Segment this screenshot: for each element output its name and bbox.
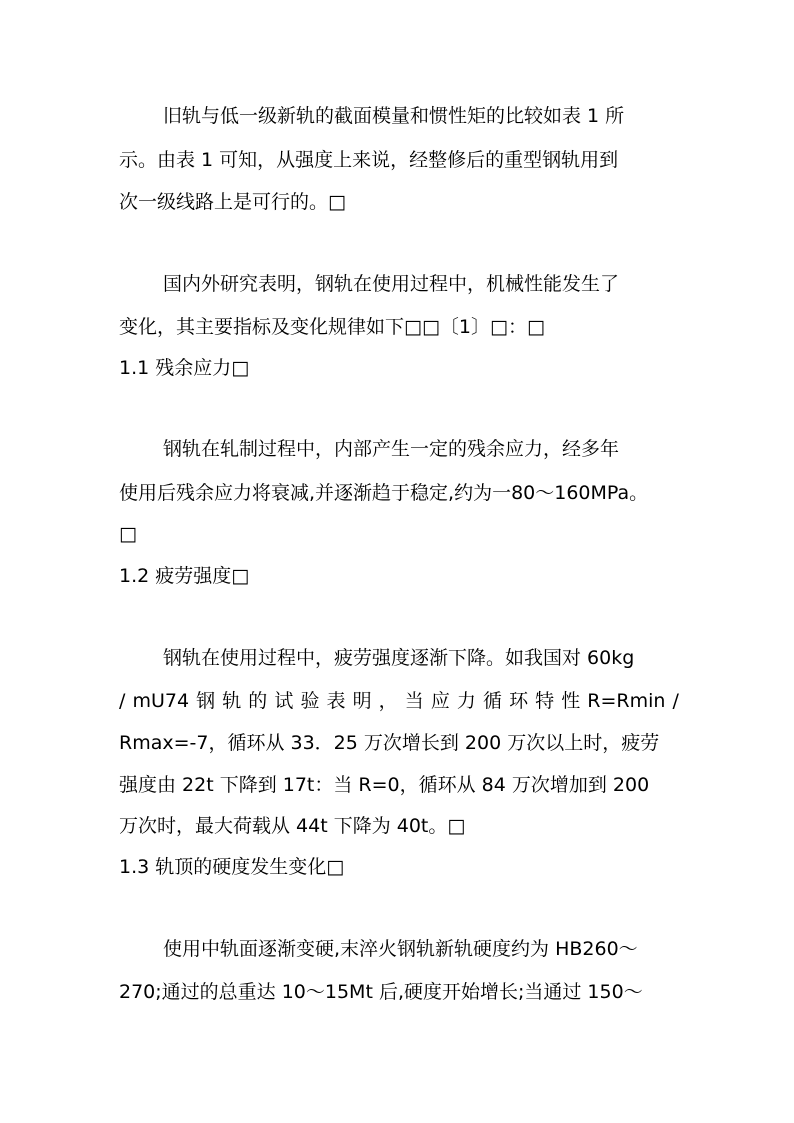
paragraph-4-line-3: Rmax=-7，循环从 33．25 万次增长到 200 万次以上时，疲劳 (119, 732, 660, 754)
paragraph-4-line-5: 万次时，最大荷载从 44t 下降为 40t。□ (119, 815, 466, 837)
word: 钢 (196, 690, 216, 712)
paragraph-3-line-3: □ (119, 523, 137, 545)
word: 轨 (222, 690, 242, 712)
paragraph-1-line-1: 旧轨与低一级新轨的截面模量和惯性矩的比较如表 1 所 (163, 105, 625, 127)
paragraph-5-line-1: 使用中轨面逐渐变硬,末淬火钢轨新轨硬度约为 HB260～ (163, 938, 638, 960)
paragraph-2-line-1: 国内外研究表明，钢轨在使用过程中，机械性能发生了 (163, 273, 620, 295)
word: 应 (430, 690, 450, 712)
word: / (672, 690, 679, 712)
word: 循 (482, 690, 502, 712)
paragraph-4-line-1: 钢轨在使用过程中，疲劳强度逐渐下降。如我国对 60kg (163, 647, 635, 669)
word: 力 (456, 690, 476, 712)
paragraph-3-line-2: 使用后残余应力将衰减,并逐渐趋于稳定,约为一80～160MPa。 (119, 482, 649, 504)
word: 环 (509, 690, 529, 712)
word: 当 (404, 690, 424, 712)
word: 性 (561, 690, 581, 712)
word: 表 (326, 690, 346, 712)
word: mU74 (132, 690, 190, 712)
word: 特 (535, 690, 555, 712)
paragraph-3-line-1: 钢轨在轧制过程中，内部产生一定的残余应力，经多年 (163, 438, 620, 460)
paragraph-1-line-3: 次一级线路上是可行的。□ (119, 191, 346, 213)
section-heading-1-2: 1.2 疲劳强度□ (119, 565, 250, 587)
section-heading-1-1: 1.1 残余应力□ (119, 357, 250, 379)
word: 验 (300, 690, 320, 712)
paragraph-5-line-2: 270;通过的总重达 10～15Mt 后,硬度开始增长;当通过 150～ (119, 981, 643, 1003)
word: ， (378, 690, 398, 712)
word: 试 (274, 690, 294, 712)
section-heading-1-3: 1.3 轨顶的硬度发生变化□ (119, 856, 345, 878)
word: R=Rmin (587, 690, 666, 712)
word: 明 (352, 690, 372, 712)
paragraph-1-line-2: 示。由表 1 可知，从强度上来说，经整修后的重型钢轨用到 (119, 149, 619, 171)
paragraph-2-line-2: 变化，其主要指标及变化规律如下□□〔1〕□：□ (119, 316, 545, 338)
word: 的 (248, 690, 268, 712)
paragraph-4-line-4: 强度由 22t 下降到 17t：当 R=0，循环从 84 万次增加到 200 (119, 774, 650, 796)
word: / (119, 690, 126, 712)
paragraph-4-line-2 (119, 689, 679, 713)
